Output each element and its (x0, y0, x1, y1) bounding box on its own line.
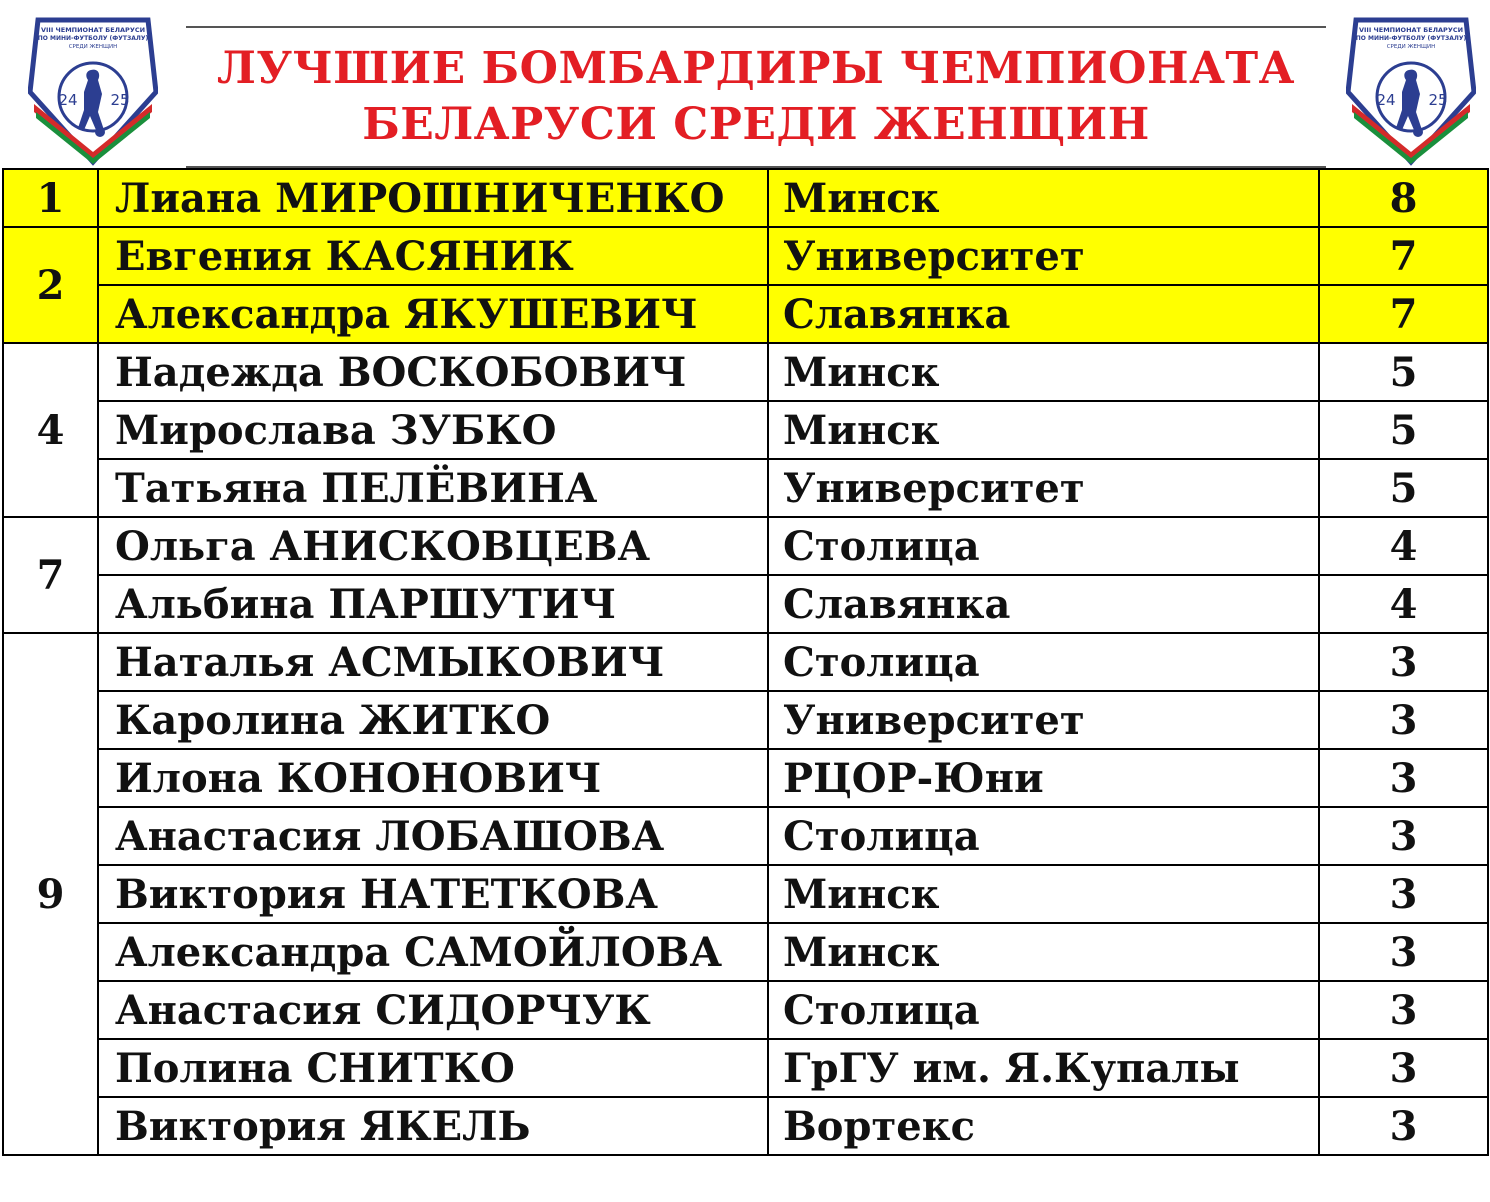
player-name-cell: Илона КОНОНОВИЧ (98, 749, 768, 807)
table-row (3, 285, 1488, 343)
page-title (186, 26, 1326, 168)
player-name-cell: Ольга АНИСКОВЦЕВА (98, 517, 768, 575)
club-cell: Минск (768, 865, 1319, 923)
logo-top-text-2: ПО МИНИ-ФУТБОЛУ (ФУТЗАЛУ) (37, 35, 149, 42)
club-cell: Столица (768, 633, 1319, 691)
title-line-1: ЛУЧШИЕ БОМБАРДИРЫ ЧЕМПИОНАТА (217, 43, 1295, 94)
rank-cell: 9 (3, 633, 98, 1155)
logo-year-left: 24 (1376, 91, 1396, 109)
goals-cell: 3 (1319, 1039, 1488, 1097)
player-name-cell: Надежда ВОСКОБОВИЧ (98, 343, 768, 401)
player-name-cell: Татьяна ПЕЛЁВИНА (98, 459, 768, 517)
logo-year-left: 24 (58, 91, 78, 109)
goals-cell: 3 (1319, 633, 1488, 691)
table-row (3, 633, 1488, 691)
logo-year-right: 25 (1428, 91, 1448, 109)
player-name-cell: Александра ЯКУШЕВИЧ (98, 285, 768, 343)
player-name-cell: Полина СНИТКО (98, 1039, 768, 1097)
table-row (3, 575, 1488, 633)
championship-logo-left (28, 12, 158, 167)
goals-cell: 3 (1319, 865, 1488, 923)
goals-cell: 3 (1319, 981, 1488, 1039)
club-cell: Славянка (768, 285, 1319, 343)
goals-cell: 8 (1319, 169, 1488, 227)
goals-cell: 7 (1319, 285, 1488, 343)
logo-top-text-3: СРЕДИ ЖЕНЩИН (68, 44, 118, 50)
player-name-cell: Лиана МИРОШНИЧЕНКО (98, 169, 768, 227)
logo-top-text-3: СРЕДИ ЖЕНЩИН (1386, 44, 1436, 50)
table-row (3, 227, 1488, 285)
player-name-cell: Виктория НАТЕТКОВА (98, 865, 768, 923)
player-name-cell: Анастасия ЛОБАШОВА (98, 807, 768, 865)
club-cell: Столица (768, 517, 1319, 575)
goals-cell: 4 (1319, 575, 1488, 633)
club-cell: Столица (768, 807, 1319, 865)
table-row (3, 401, 1488, 459)
club-cell: Минск (768, 169, 1319, 227)
goals-cell: 7 (1319, 227, 1488, 285)
player-name-cell: Альбина ПАРШУТИЧ (98, 575, 768, 633)
club-cell: Минск (768, 401, 1319, 459)
player-name-cell: Виктория ЯКЕЛЬ (98, 1097, 768, 1155)
player-name-cell: Мирослава ЗУБКО (98, 401, 768, 459)
table-row (3, 691, 1488, 749)
club-cell: РЦОР-Юни (768, 749, 1319, 807)
rank-cell: 2 (3, 227, 98, 343)
club-cell: Университет (768, 691, 1319, 749)
table-row (3, 807, 1488, 865)
club-cell: Минск (768, 923, 1319, 981)
table-row (3, 923, 1488, 981)
goals-cell: 3 (1319, 691, 1488, 749)
rank-cell: 7 (3, 517, 98, 633)
championship-logo-right (1346, 12, 1476, 167)
player-name-cell: Каролина ЖИТКО (98, 691, 768, 749)
player-name-cell: Александра САМОЙЛОВА (98, 923, 768, 981)
goals-cell: 3 (1319, 749, 1488, 807)
goals-cell: 5 (1319, 459, 1488, 517)
rank-cell: 4 (3, 343, 98, 517)
title-line-2: БЕЛАРУСИ СРЕДИ ЖЕНЩИН (362, 99, 1150, 150)
club-cell: Минск (768, 343, 1319, 401)
table-row (3, 343, 1488, 401)
logo-top-text-2: ПО МИНИ-ФУТБОЛУ (ФУТЗАЛУ) (1355, 35, 1467, 42)
table-row (3, 865, 1488, 923)
logo-year-right: 25 (110, 91, 130, 109)
player-name-cell: Наталья АСМЫКОВИЧ (98, 633, 768, 691)
table-row (3, 1039, 1488, 1097)
table-row (3, 749, 1488, 807)
club-cell: Университет (768, 459, 1319, 517)
table-row (3, 981, 1488, 1039)
top-scorers-table (2, 168, 1489, 1156)
table-row (3, 459, 1488, 517)
table-row (3, 169, 1488, 227)
club-cell: Славянка (768, 575, 1319, 633)
logo-top-text-1: VIII ЧЕМПИОНАТ БЕЛАРУСИ (40, 26, 146, 34)
player-name-cell: Евгения КАСЯНИК (98, 227, 768, 285)
goals-cell: 4 (1319, 517, 1488, 575)
goals-cell: 3 (1319, 1097, 1488, 1155)
goals-cell: 5 (1319, 343, 1488, 401)
club-cell: ГрГУ им. Я.Купалы (768, 1039, 1319, 1097)
club-cell: Столица (768, 981, 1319, 1039)
table-row (3, 1097, 1488, 1155)
top-scorers-table-body (3, 169, 1488, 1155)
logo-top-text-1: VIII ЧЕМПИОНАТ БЕЛАРУСИ (1358, 26, 1464, 34)
table-row (3, 517, 1488, 575)
club-cell: Университет (768, 227, 1319, 285)
goals-cell: 3 (1319, 807, 1488, 865)
club-cell: Вортекс (768, 1097, 1319, 1155)
goals-cell: 5 (1319, 401, 1488, 459)
player-name-cell: Анастасия СИДОРЧУК (98, 981, 768, 1039)
goals-cell: 3 (1319, 923, 1488, 981)
rank-cell: 1 (3, 169, 98, 227)
